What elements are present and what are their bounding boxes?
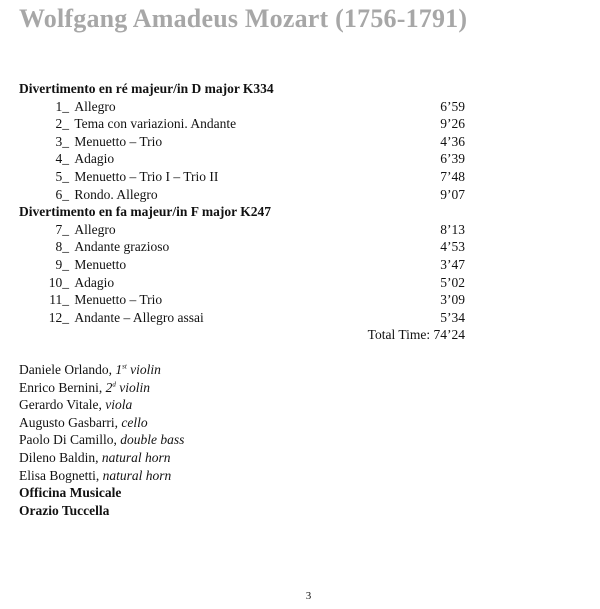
- track-row: [19, 256, 465, 274]
- track-duration: 8’13: [440, 221, 465, 237]
- track-name: Menuetto – Trio I – Trio II: [74, 168, 219, 184]
- ordinal-suffix: st: [122, 362, 127, 371]
- track-duration: 4’53: [440, 239, 465, 255]
- track-name: Rondo. Allegro: [74, 186, 158, 202]
- track-name: Menuetto – Trio: [74, 292, 163, 308]
- page-title: Wolfgang Amadeus Mozart (1756-1791): [19, 4, 468, 33]
- track-duration: 4’36: [440, 133, 465, 149]
- track-name: Allegro: [74, 221, 116, 237]
- track-number: 1_: [55, 98, 69, 114]
- track-row: [19, 98, 465, 116]
- track-duration: 9’07: [440, 186, 465, 202]
- track-number: 12_: [48, 309, 69, 325]
- performer-role: violin: [119, 379, 150, 395]
- performer-role: violin: [130, 362, 161, 377]
- performer-name: Enrico Bernini,: [19, 379, 106, 395]
- performer-entry: [19, 467, 184, 485]
- track-name: Allegro: [74, 98, 116, 114]
- program-list: [19, 80, 465, 344]
- performer-entry: [19, 379, 184, 397]
- page-number: 3: [305, 590, 312, 602]
- track-number: 6_: [55, 186, 69, 202]
- track-duration: 3’09: [440, 292, 465, 308]
- performer-name: Paolo Di Camillo,: [19, 432, 121, 448]
- track-number: 2_: [55, 116, 69, 132]
- track-row: [19, 221, 465, 239]
- performer-entry: [19, 414, 184, 432]
- track-name: Tema con variazioni. Andante: [74, 116, 237, 132]
- performer-name: Dileno Baldin,: [19, 449, 102, 465]
- conductor-name: Orazio Tuccella: [19, 502, 110, 518]
- track-duration: 7’48: [440, 168, 465, 184]
- performer-name: Elisa Bognetti,: [19, 467, 103, 483]
- track-number: 9_: [55, 256, 69, 272]
- track-duration: 5’34: [440, 309, 465, 325]
- performer-role: natural horn: [102, 467, 172, 483]
- performer-entry: [19, 361, 184, 379]
- track-row: [19, 309, 465, 327]
- total-time: Total Time: 74’24: [367, 327, 465, 343]
- work-title: Divertimento en ré majeur/in D major K334: [19, 81, 274, 96]
- track-number: 7_: [55, 221, 69, 237]
- track-name: Adagio: [74, 151, 115, 167]
- track-number: 3_: [55, 133, 69, 149]
- ensemble-name: Officina Musicale: [19, 485, 122, 501]
- track-name: Andante – Allegro assai: [74, 309, 204, 325]
- performer-entry: [19, 449, 184, 467]
- track-duration: 6’39: [440, 151, 465, 167]
- track-number: 5_: [55, 168, 69, 184]
- track-duration: 9’26: [440, 116, 465, 132]
- track-number: 11_: [49, 292, 69, 308]
- track-duration: 5’02: [440, 274, 465, 290]
- track-row: [19, 133, 465, 151]
- performer-name: Gerardo Vitale,: [19, 397, 106, 413]
- track-row: [19, 168, 465, 186]
- track-name: Menuetto: [74, 256, 127, 272]
- track-row: [19, 186, 465, 204]
- track-number: 10_: [48, 274, 69, 290]
- track-duration: 6’59: [440, 98, 465, 114]
- performer-role: viola: [105, 397, 133, 413]
- performer-list: [19, 361, 184, 519]
- performer-role: cello: [121, 414, 148, 430]
- track-number: 8_: [55, 239, 69, 255]
- ordinal-number: 1: [115, 362, 123, 377]
- track-row: [19, 291, 465, 309]
- track-number: 4_: [55, 151, 69, 167]
- track-row: [19, 150, 465, 168]
- performer-name: Augusto Gasbarri,: [19, 414, 122, 430]
- track-row: [19, 274, 465, 292]
- performer-role: double bass: [120, 432, 185, 448]
- performer-entry: [19, 396, 184, 414]
- track-name: Andante grazioso: [74, 239, 170, 255]
- track-name: Menuetto – Trio: [74, 133, 163, 149]
- ordinal-suffix: d: [112, 380, 116, 389]
- performer-name: Daniele Orlando,: [19, 362, 116, 377]
- performer-role: natural horn: [101, 449, 171, 465]
- ordinal-number: 2: [105, 379, 113, 395]
- track-duration: 3’47: [440, 256, 465, 272]
- track-row: [19, 115, 465, 133]
- track-row: [19, 238, 465, 256]
- track-name: Adagio: [74, 274, 115, 290]
- performer-entry: [19, 431, 184, 449]
- work-title: Divertimento en fa majeur/in F major K247: [19, 204, 271, 220]
